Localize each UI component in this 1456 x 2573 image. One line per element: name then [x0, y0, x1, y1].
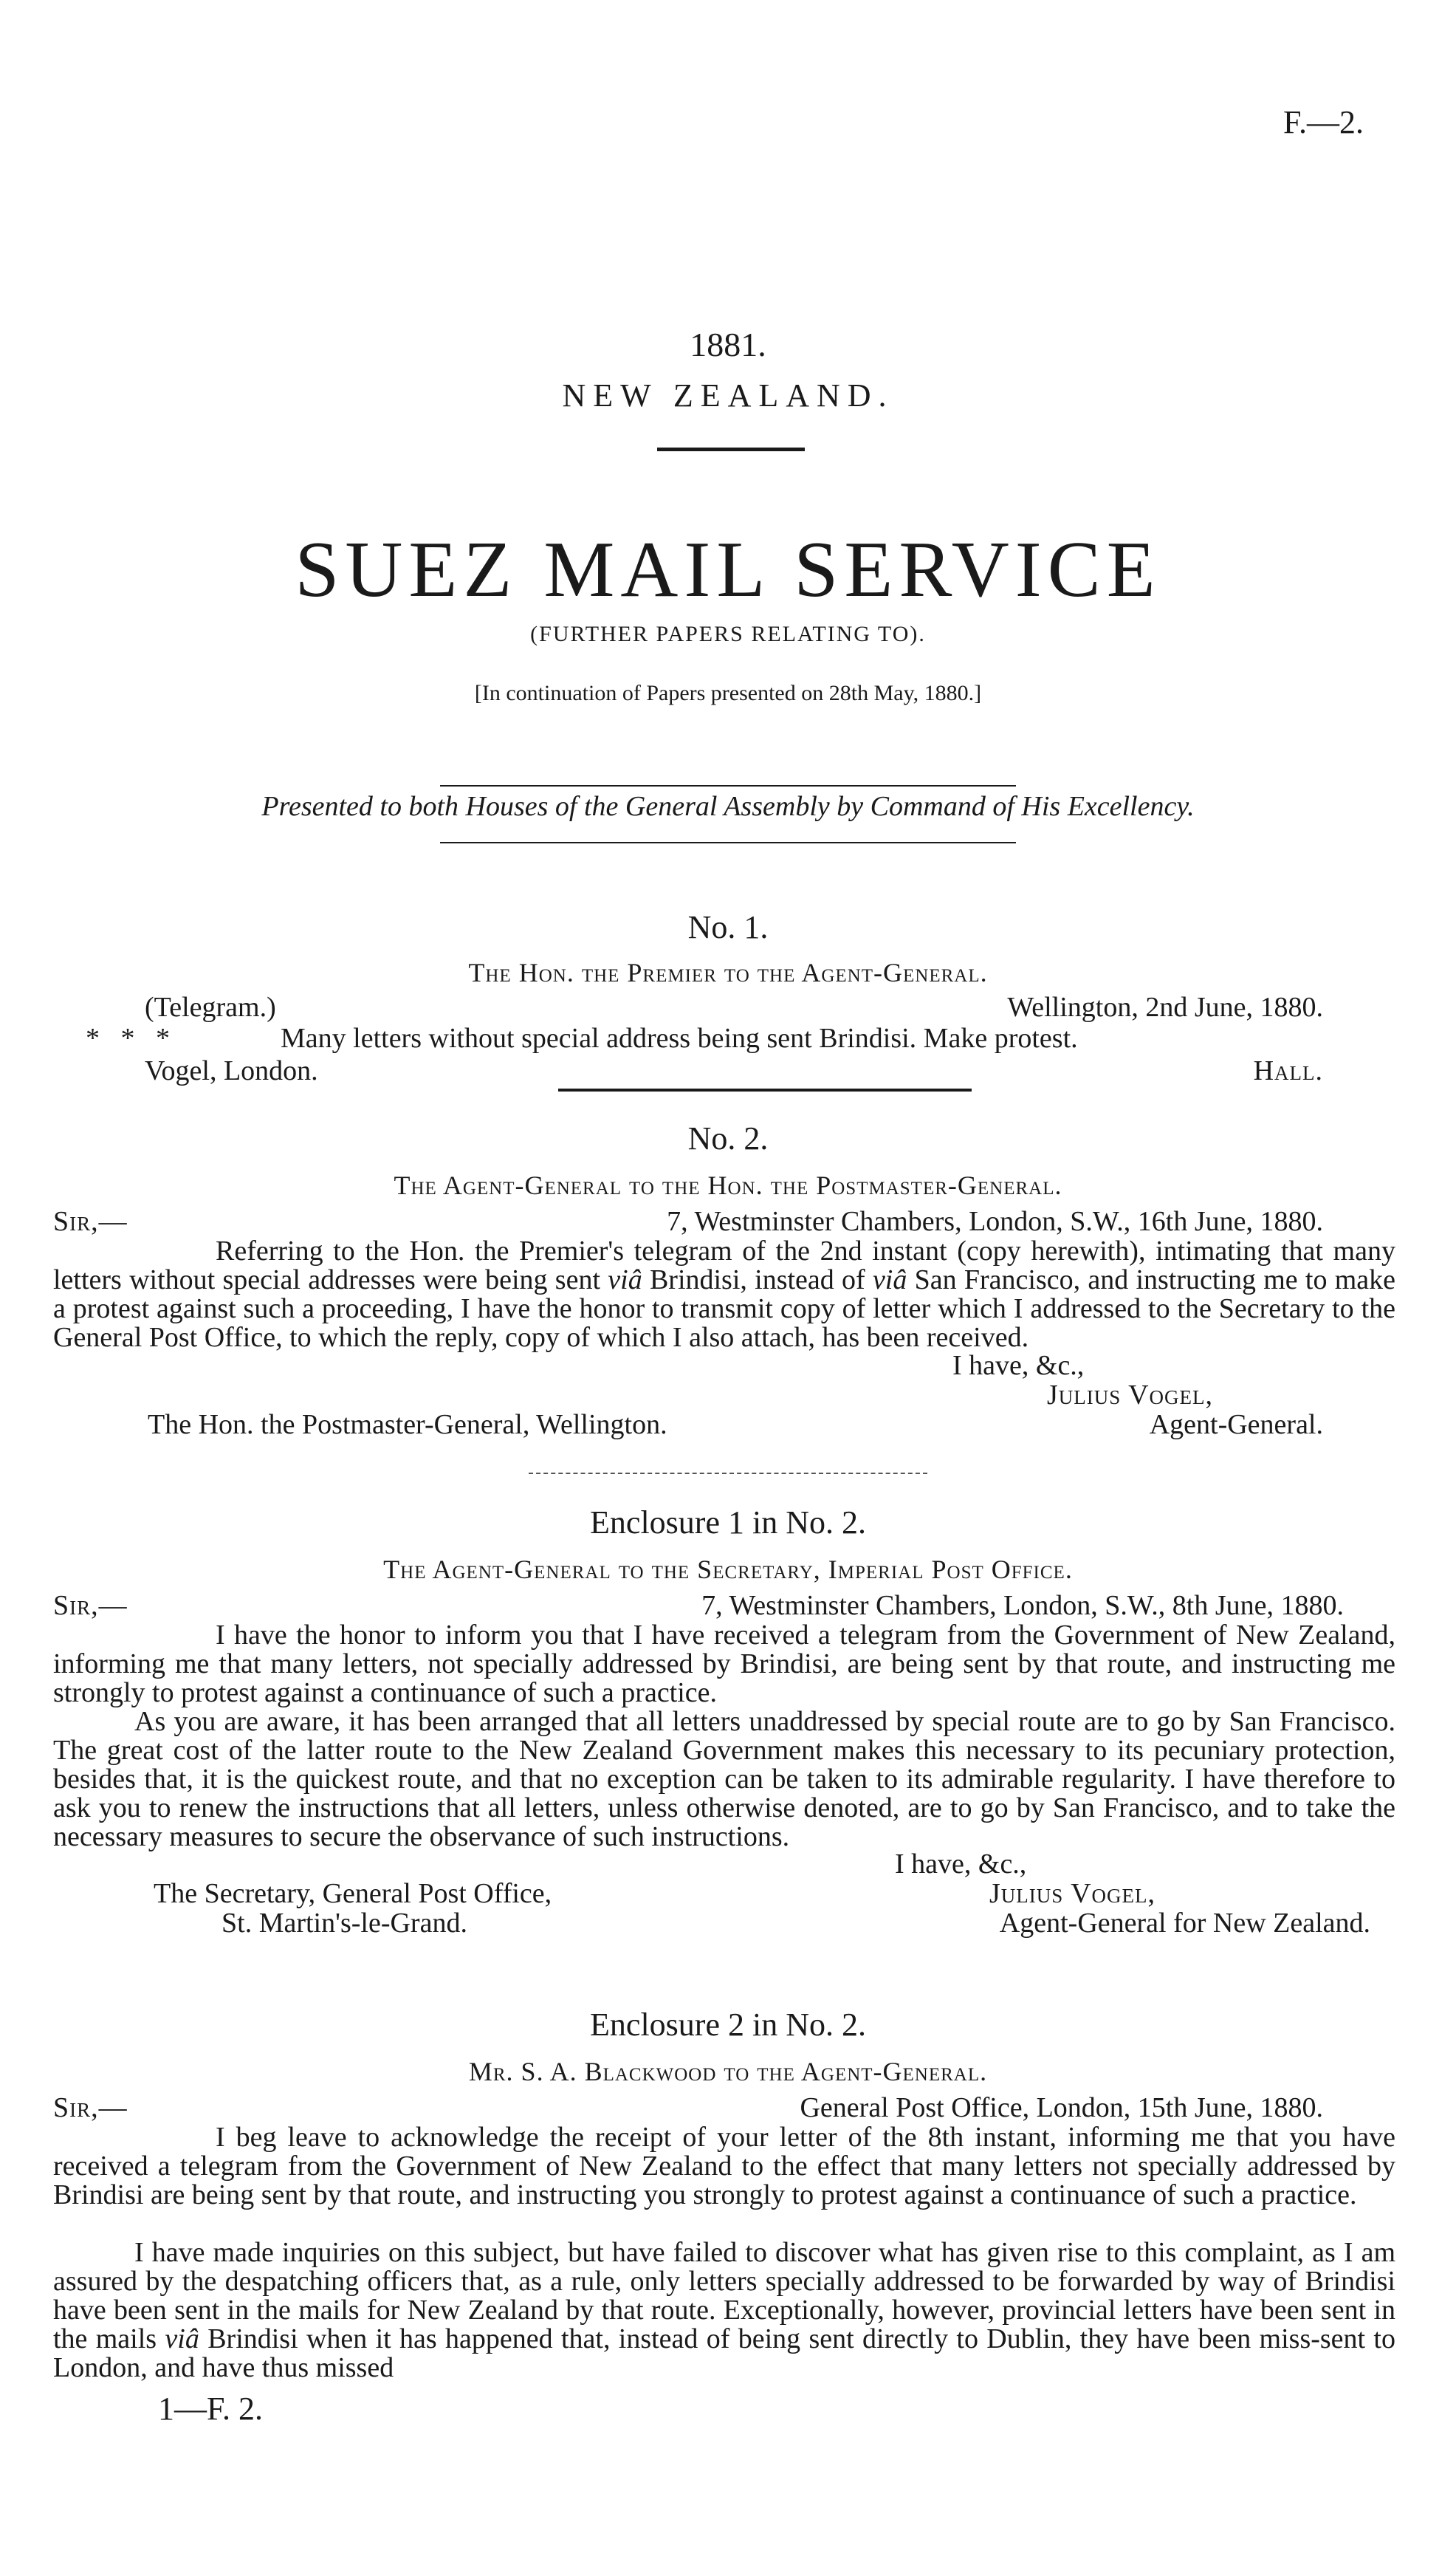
no2-place-date: 7, Westminster Chambers, London, S.W., 16th June, 1880.: [667, 1206, 1323, 1237]
no2-body: [53, 1237, 1395, 1352]
no1-omission-stars: * * *: [86, 1023, 170, 1054]
encl1-heading: Enclosure 1 in No. 2.: [590, 1504, 866, 1541]
presented-line: Presented to both Houses of the General Assembly by Command of His Excellency.: [261, 791, 1195, 822]
encl1-salutation: Sir,—: [53, 1590, 128, 1621]
encl2-paragraph-2: [53, 2238, 1395, 2382]
encl2-paragraph-1-text: I beg leave to acknowledge the receipt of your letter of the 8th instant, informing me that you have received a telegram from the Government of New Zealand to the effect that many letters not specially addressed by Brindisi are being sent by that route, and instructing you strongly to protest against a continuance of such a practice.: [53, 2122, 1395, 2210]
presented-top-rule: [440, 785, 1016, 787]
encl2-place-date: General Post Office, London, 15th June, 1880.: [800, 2092, 1323, 2123]
encl1-recipient-2: St. Martin's-le-Grand.: [222, 1908, 467, 1939]
encl2-via: viâ: [165, 2323, 199, 2354]
no2-heading: No. 2.: [687, 1120, 769, 1157]
encl2-paragraph-1: [53, 2123, 1395, 2210]
page-footer-signature: 1—F. 2.: [158, 2391, 263, 2427]
no1-place-date: Wellington, 2nd June, 1880.: [1007, 992, 1323, 1023]
no2-via-2: viâ: [872, 1264, 907, 1295]
encl2-heading: Enclosure 2 in No. 2.: [590, 2007, 866, 2043]
encl2-paragraph-2-text-b: Brindisi when it has happened that, instead of being sent directly to Dublin, they have been miss-sent to London, and have thus missed: [53, 2323, 1395, 2383]
encl1-paragraph-2: [53, 1707, 1395, 1851]
country-heading: NEW ZEALAND.: [562, 377, 894, 414]
encl2-salutation: Sir,—: [53, 2092, 128, 2123]
no2-closing: I have, &c.,: [952, 1350, 1085, 1381]
no1-addressee: Vogel, London.: [145, 1055, 318, 1086]
document-title: SUEZ MAIL SERVICE: [295, 526, 1161, 614]
no2-signer-title: Agent-General.: [1149, 1409, 1323, 1440]
no1-from-to: The Hon. the Premier to the Agent-General.: [468, 958, 988, 987]
title-divider: [657, 448, 805, 451]
encl1-place-date: 7, Westminster Chambers, London, S.W., 8th June, 1880.: [701, 1590, 1344, 1621]
year: 1881.: [690, 326, 766, 363]
no2-divider: [529, 1473, 927, 1474]
no2-signer: Julius Vogel,: [1047, 1380, 1214, 1411]
no2-from-to: The Agent-General to the Hon. the Postmaster-General.: [394, 1171, 1062, 1200]
no2-recipient: The Hon. the Postmaster-General, Wellington.: [148, 1409, 667, 1440]
no2-via-1: viâ: [608, 1264, 642, 1295]
encl1-paragraph-1: [53, 1621, 1395, 1707]
encl2-from-to: Mr. S. A. Blackwood to the Agent-General.: [468, 2057, 988, 2086]
encl1-closing: I have, &c.,: [895, 1849, 1027, 1880]
no1-heading: No. 1.: [687, 909, 769, 945]
no2-body-part-1: Referring to the Hon. the Premier's telegram of the 2nd instant (copy herewith), intimating that many letters without special addresses were being sent: [53, 1236, 1395, 1295]
encl1-from-to: The Agent-General to the Secretary, Imperial Post Office.: [383, 1555, 1073, 1584]
page-reference: F.—2.: [1283, 104, 1364, 140]
no2-body-part-3: San Francisco, and instructing me to make a protest against such a proceeding, I have the honor to transmit copy of letter which I addressed to the Secretary to the General Post Office, to which the reply, copy of which I also attach, has been received.: [53, 1264, 1395, 1353]
no1-telegram-label: (Telegram.): [145, 992, 276, 1023]
no2-body-part-2: Brindisi, instead of: [642, 1264, 873, 1295]
encl1-recipient-1: The Secretary, General Post Office,: [154, 1878, 552, 1909]
document-subtitle: (FURTHER PAPERS RELATING TO).: [530, 622, 926, 646]
encl1-paragraph-2-text: As you are aware, it has been arranged that all letters unaddressed by special route are to go by San Francisco. The great cost of the latter route to the New Zealand Government makes this necessary to its pecuniary protection, besides that, it is the quickest route, and that no exception can be taken to its admirable regularity. I have therefore to ask you to renew the instructions that all letters, unless otherwise denoted, are to go by San Francisco, and to take the necessary measures to secure the observance of such instructions.: [53, 1706, 1395, 1852]
presented-bottom-rule: [440, 842, 1016, 843]
no1-message: Many letters without special address being sent Brindisi. Make protest.: [281, 1023, 1078, 1054]
no2-salutation: Sir,—: [53, 1206, 128, 1237]
encl1-paragraph-1-text: I have the honor to inform you that I have received a telegram from the Government of New Zealand, informing me that many letters, not specially addressed by Brindisi, are being sent by that route, and instructing me strongly to protest against a continuance of such a practice.: [53, 1620, 1395, 1708]
encl1-signer-title: Agent-General for New Zealand.: [999, 1908, 1370, 1939]
encl1-signer: Julius Vogel,: [989, 1878, 1156, 1909]
no1-divider: [558, 1089, 972, 1092]
no1-signature: Hall.: [1253, 1055, 1323, 1086]
encl2-paragraph-2-text-a: I have made inquiries on this subject, but have failed to discover what has given rise to this complaint, as I am assured by the despatching officers that, as a rule, only letters specially addressed to be forwarded by way of Brindisi have been sent in the mails for New Zealand by that route. Exceptionally, however, provincial letters have been sent in the mails: [53, 2237, 1395, 2354]
continuation-note: [In continuation of Papers presented on 28th May, 1880.]: [474, 681, 982, 705]
